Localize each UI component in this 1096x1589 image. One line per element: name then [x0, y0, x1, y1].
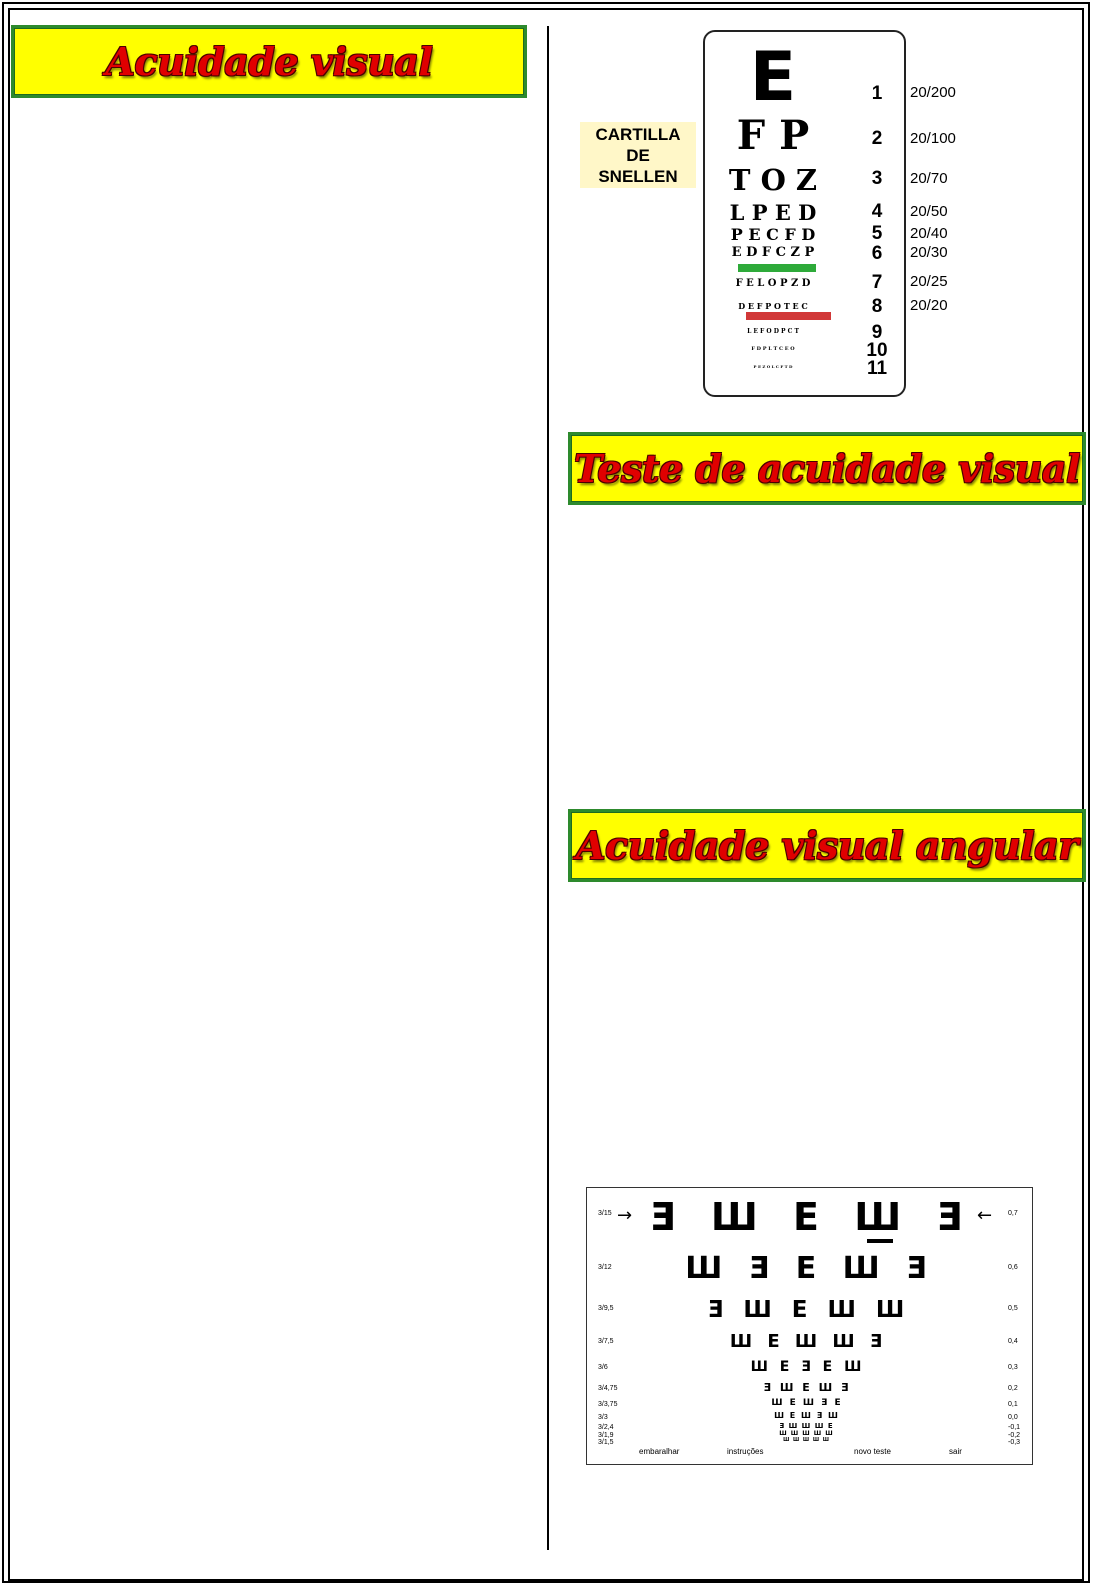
heading-acuidade-visual-angular	[568, 809, 1086, 882]
e-chart-left-label: 3/2,4	[598, 1424, 614, 1431]
heading-text: Acuidade visual angular	[576, 823, 1078, 868]
heading-teste-acuidade-visual	[568, 432, 1086, 505]
e-chart-row: Ш Ǝ E Ш Ǝ	[685, 1251, 927, 1286]
e-chart-row: Ǝ Ш E Ш Ш	[707, 1297, 905, 1323]
snellen-tag-line: CARTILLA	[595, 124, 681, 144]
e-chart-row: Ш Ш Ш Ш Ш	[783, 1437, 829, 1443]
e-chart-right-label: -0,1	[1008, 1424, 1021, 1431]
e-chart-row: Ǝ Ш E Ш Ǝ	[649, 1195, 963, 1239]
e-chart-right-label: 0,1	[1008, 1401, 1018, 1408]
e-chart-row: Ш E Ǝ E Ш	[750, 1359, 862, 1375]
instrucoes-button[interactable]: instruções	[727, 1447, 764, 1456]
snellen-row-number: 8	[871, 296, 883, 317]
heading-text: Teste de acuidade visual	[573, 446, 1080, 491]
e-chart-row: Ш E Ш Ǝ E	[771, 1398, 841, 1408]
sair-button[interactable]: sair	[949, 1447, 962, 1456]
e-chart-right-label: 0,5	[1008, 1305, 1018, 1312]
snellen-row-letters: F P	[736, 112, 810, 159]
e-chart-left-label: 3/4,75	[598, 1385, 618, 1392]
snellen-row-letters: P E C F D	[730, 225, 816, 244]
e-chart-row: Ш Ш Ш Ш Ш	[779, 1430, 833, 1437]
snellen-red-line	[746, 312, 831, 320]
snellen-row-letters: E	[749, 38, 797, 117]
e-chart-left-label: 3/7,5	[598, 1338, 614, 1345]
novo-teste-button[interactable]: novo teste	[854, 1447, 891, 1456]
arrow-right-icon: →	[617, 1205, 633, 1226]
snellen-row-number: 4	[871, 201, 883, 222]
e-chart-right-label: 0,6	[1008, 1264, 1018, 1271]
snellen-row-number: 1	[871, 83, 883, 104]
e-chart-left-label: 3/6	[598, 1364, 608, 1371]
embaralhar-button[interactable]: embaralhar	[639, 1447, 680, 1456]
e-chart-row: Ǝ Ш Ш Ш E	[779, 1422, 833, 1430]
snellen-row-letters: F E L O P Z D	[735, 278, 811, 289]
snellen-ratio: 20/200	[910, 84, 956, 101]
e-chart-right-label: 0,3	[1008, 1364, 1018, 1371]
e-chart-left-label: 3/15	[598, 1210, 612, 1217]
snellen-row-letters: D E F P O T E C	[738, 301, 808, 311]
snellen-tag-line: DE	[626, 145, 650, 165]
snellen-tag	[580, 122, 696, 188]
e-chart-right-label: -0,3	[1008, 1439, 1021, 1446]
snellen-ratio: 20/50	[910, 203, 948, 220]
snellen-ratio: 20/20	[910, 297, 948, 314]
e-chart-right-label: 0,2	[1008, 1385, 1018, 1392]
heading-acuidade-visual	[11, 25, 527, 98]
snellen-ratio: 20/30	[910, 244, 948, 261]
snellen-row-number: 2	[871, 128, 883, 149]
snellen-tag-line: SNELLEN	[598, 166, 678, 186]
e-chart-right-label: 0,4	[1008, 1338, 1018, 1345]
snellen-row-letters: L P E D	[729, 200, 817, 225]
snellen-row-letters: L E F O D P C T	[747, 328, 799, 335]
snellen-row-number: 6	[871, 243, 883, 264]
heading-text: Acuidade visual	[105, 39, 433, 84]
snellen-row-number: 10	[866, 340, 888, 361]
snellen-ratio: 20/40	[910, 225, 948, 242]
e-chart-row: Ǝ Ш E Ш Ǝ	[763, 1381, 849, 1394]
e-chart-right-label: 0,7	[1008, 1210, 1018, 1217]
snellen-row-letters: P E Z O L C F T D	[753, 364, 793, 369]
snellen-row-number: 3	[871, 168, 883, 189]
snellen-row-number: 5	[871, 223, 883, 244]
e-chart-left-label: 3/9,5	[598, 1305, 614, 1312]
e-chart-left-label: 3/12	[598, 1264, 612, 1271]
column-divider	[547, 26, 549, 1550]
snellen-row-letters: E D F C Z P	[731, 245, 815, 260]
e-chart-underline	[867, 1239, 893, 1243]
e-chart-row: Ш E Ш Ш Ǝ	[729, 1331, 883, 1352]
e-chart-right-label: -0,2	[1008, 1432, 1021, 1439]
snellen-row-number: 7	[871, 272, 883, 293]
e-chart-left-label: 3/1,5	[598, 1439, 614, 1446]
snellen-ratio: 20/25	[910, 273, 948, 290]
e-chart-left-label: 3/3,75	[598, 1401, 618, 1408]
snellen-ratio: 20/100	[910, 130, 956, 147]
e-chart-left-label: 3/3	[598, 1414, 608, 1421]
arrow-left-icon: ←	[977, 1205, 993, 1226]
snellen-row-letters: T O Z	[728, 163, 818, 197]
e-chart-right-label: 0,0	[1008, 1414, 1018, 1421]
e-chart-row: Ш E Ш Ǝ Ш	[774, 1411, 838, 1420]
snellen-row-number: 11	[866, 358, 888, 379]
snellen-row-number: 9	[871, 322, 883, 343]
snellen-green-line	[738, 264, 816, 272]
e-chart-left-label: 3/1,9	[598, 1432, 614, 1439]
snellen-row-letters: F D P L T C E O	[751, 346, 795, 352]
snellen-ratio: 20/70	[910, 170, 948, 187]
